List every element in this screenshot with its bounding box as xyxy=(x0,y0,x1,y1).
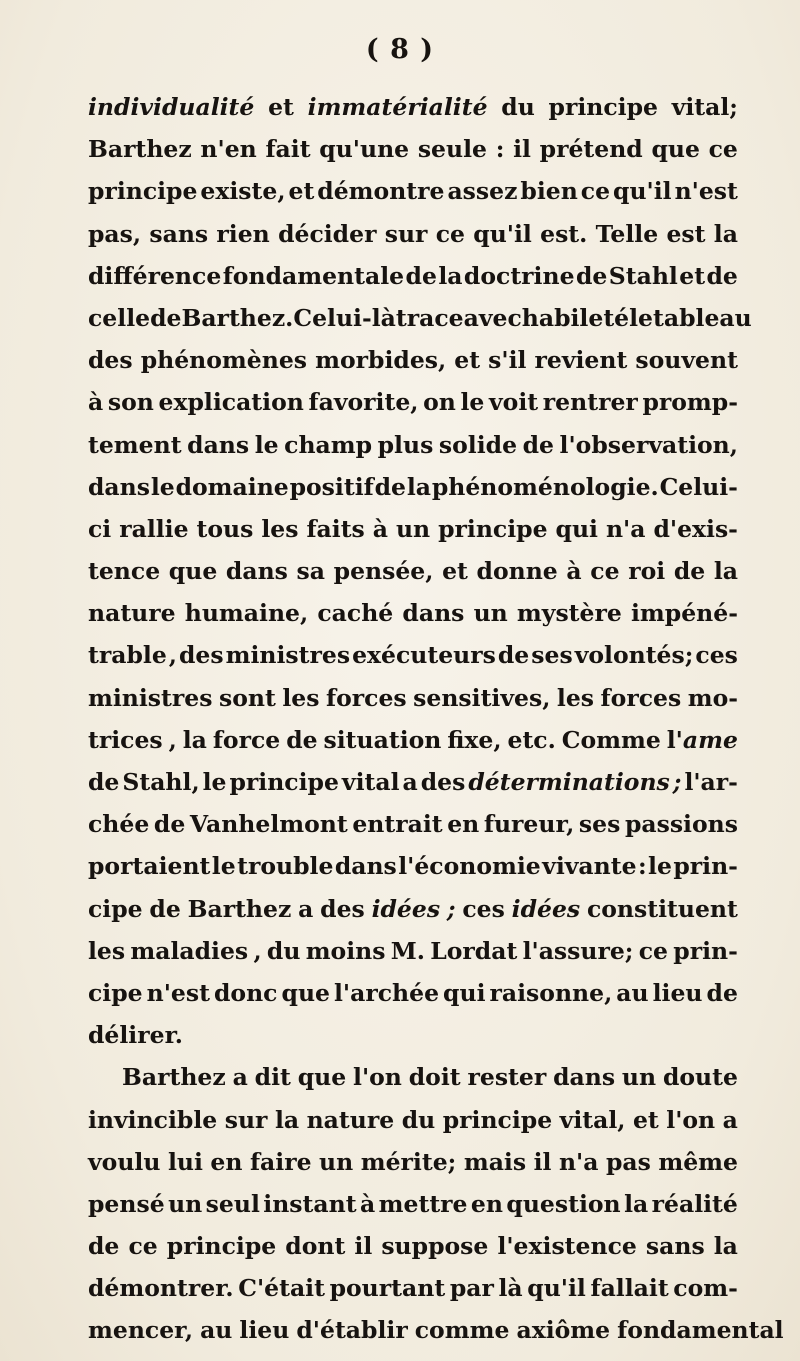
text-word: la xyxy=(406,472,431,501)
text-word: a xyxy=(298,894,314,923)
text-word: et xyxy=(632,1105,659,1134)
text-word: com- xyxy=(673,1274,738,1303)
text-word: prin- xyxy=(673,936,738,965)
text-word: phénomènes xyxy=(140,346,308,375)
text-word: la xyxy=(713,1232,738,1261)
text-word: M. xyxy=(390,936,425,965)
text-word: dit xyxy=(254,1063,291,1092)
text-word: phénoménologie. xyxy=(431,472,659,501)
text-line xyxy=(88,930,738,972)
text-word: ce xyxy=(708,135,738,164)
text-word: ces xyxy=(695,641,738,670)
text-word: avec xyxy=(463,303,522,332)
text-word: donne xyxy=(476,557,558,586)
text-word: ; xyxy=(672,768,682,796)
page-text xyxy=(88,86,784,1352)
text-word: , xyxy=(168,725,177,754)
text-word: qu'il xyxy=(527,1274,586,1303)
text-word: cipe xyxy=(88,894,143,923)
text-word: principe xyxy=(548,93,658,121)
text-word: immatérialité xyxy=(307,93,488,121)
text-word: maladies xyxy=(130,936,249,965)
text-word: ce xyxy=(128,1232,158,1261)
text-word: principe xyxy=(229,768,339,796)
text-word: trace xyxy=(395,303,464,332)
text-word: de xyxy=(522,430,554,459)
text-word: pourtant xyxy=(329,1274,446,1303)
text-word: du xyxy=(266,936,301,965)
text-word: la xyxy=(713,557,738,586)
text-word: entrait xyxy=(352,810,443,839)
text-line xyxy=(88,213,738,255)
text-word: il xyxy=(533,1147,552,1176)
text-word: ce xyxy=(590,557,620,586)
text-word: n'en xyxy=(200,135,257,164)
text-word: voulu xyxy=(88,1147,161,1176)
text-word: Celui- xyxy=(659,472,738,501)
text-word: les xyxy=(261,514,299,543)
text-word: est xyxy=(666,219,706,248)
text-word: il xyxy=(354,1232,373,1261)
text-line xyxy=(88,550,738,592)
text-word: l'on xyxy=(666,1105,716,1134)
text-word: a xyxy=(402,768,418,796)
text-word: ci xyxy=(88,514,112,543)
text-word: de xyxy=(153,810,186,839)
text-word: portaient xyxy=(88,852,211,881)
text-word: n'a xyxy=(605,514,646,543)
text-word: démontre xyxy=(317,177,445,206)
text-word: et xyxy=(268,93,294,121)
text-word: un xyxy=(473,599,508,628)
text-word: l'existence xyxy=(497,1232,637,1261)
text-line xyxy=(88,466,738,508)
text-word: pas, xyxy=(88,219,142,248)
text-word: Stahl, xyxy=(122,768,200,796)
text-word: tableau xyxy=(653,303,752,332)
text-word: en xyxy=(447,810,480,839)
text-word: que xyxy=(297,1063,347,1092)
text-word: champ xyxy=(284,430,373,459)
text-word: fureur, xyxy=(483,810,575,839)
text-word: que xyxy=(168,557,218,586)
text-word: d'établir xyxy=(296,1316,408,1345)
text-word: des xyxy=(420,768,466,796)
text-word: de xyxy=(673,557,706,586)
text-line xyxy=(88,508,738,550)
text-word: même xyxy=(658,1147,738,1176)
text-word: ministres xyxy=(225,641,351,670)
text-word: comme xyxy=(414,1316,510,1345)
text-word: un xyxy=(621,1063,657,1092)
text-word: ; xyxy=(446,894,456,923)
text-word: mo- xyxy=(687,683,738,712)
text-word: , xyxy=(253,936,262,965)
text-word: l'ame xyxy=(666,725,738,754)
text-word: en xyxy=(210,1147,243,1176)
text-word: démontrer. xyxy=(88,1274,234,1303)
text-line xyxy=(88,972,738,1014)
text-word: doute xyxy=(662,1063,738,1092)
text-word: Vanhelmont xyxy=(189,810,348,839)
text-word: fait xyxy=(265,135,311,164)
text-word: principe xyxy=(88,177,198,206)
text-word: ce xyxy=(638,936,669,965)
text-word: que xyxy=(651,135,700,164)
text-line xyxy=(88,1141,738,1183)
text-word: faire xyxy=(249,1147,312,1176)
text-word: promp- xyxy=(642,388,738,417)
text-word: lieu xyxy=(239,1316,290,1345)
text-word: seule xyxy=(417,135,487,164)
text-word: : xyxy=(637,852,647,881)
text-word: la xyxy=(182,725,207,754)
text-word: celle xyxy=(88,303,151,332)
text-word: rallie xyxy=(119,514,189,543)
text-line xyxy=(88,1225,738,1267)
text-line xyxy=(88,128,738,170)
text-word: instant xyxy=(263,1189,357,1218)
text-word: bien xyxy=(520,177,578,206)
text-word: là xyxy=(498,1274,523,1303)
text-word: assez xyxy=(447,177,518,206)
text-word: mais xyxy=(463,1147,527,1176)
text-word: dans xyxy=(553,1063,616,1092)
text-word: Barthez xyxy=(187,894,292,923)
page-number: ( 8 ) xyxy=(365,34,435,65)
text-word: caché xyxy=(317,599,394,628)
text-word: humaine, xyxy=(184,599,309,628)
text-line xyxy=(88,888,738,930)
text-word: tement xyxy=(88,430,182,459)
text-word: existe, xyxy=(200,177,286,206)
text-word: forces xyxy=(600,683,682,712)
text-word: de xyxy=(575,261,608,290)
text-word: lieu xyxy=(652,978,703,1007)
text-word: de xyxy=(706,978,738,1007)
text-line xyxy=(88,1099,738,1141)
text-word: à xyxy=(566,557,582,586)
text-word: en xyxy=(470,1189,503,1218)
text-word: sensitives, xyxy=(413,683,551,712)
text-word: solide xyxy=(438,430,518,459)
text-line xyxy=(88,297,752,339)
text-word: rester xyxy=(467,1063,547,1092)
text-word: principe xyxy=(442,1105,553,1134)
text-line xyxy=(88,1309,784,1351)
text-word: situation xyxy=(323,725,442,754)
text-word: réalité xyxy=(651,1189,738,1218)
text-word: et xyxy=(442,557,468,586)
text-word: forces xyxy=(325,683,407,712)
text-word: différence xyxy=(88,261,222,290)
text-word: mystère xyxy=(516,599,622,628)
text-word: la xyxy=(438,261,463,290)
text-word: dans xyxy=(402,599,465,628)
text-word: et xyxy=(288,177,315,206)
text-word: revient xyxy=(534,346,628,375)
text-word: déterminations xyxy=(468,768,670,796)
text-word: exécuteurs xyxy=(352,641,496,670)
text-word: les xyxy=(282,683,320,712)
text-word: chée xyxy=(88,810,150,839)
text-word: de xyxy=(88,768,120,796)
text-word: et xyxy=(454,346,481,375)
text-word: Barthez. xyxy=(181,303,294,332)
text-word: individualité xyxy=(88,93,255,121)
text-word: tence xyxy=(88,557,161,586)
text-word: prin- xyxy=(673,852,738,881)
text-word: idées xyxy=(511,894,581,923)
text-word: d'exis- xyxy=(653,514,738,543)
text-line xyxy=(88,170,738,212)
text-word: trable xyxy=(88,641,167,670)
text-word: l'assure; xyxy=(522,936,634,965)
text-word: on xyxy=(423,388,456,417)
text-word: le xyxy=(460,388,485,417)
text-word: le xyxy=(211,852,236,881)
text-word: mencer, xyxy=(88,1316,194,1345)
text-word: idées xyxy=(371,894,441,923)
text-word: sur xyxy=(224,1105,268,1134)
text-word: par xyxy=(449,1274,494,1303)
text-word: le xyxy=(202,768,227,796)
text-line xyxy=(88,845,738,887)
text-word: voit xyxy=(489,388,539,417)
text-word: son xyxy=(107,388,154,417)
text-word: fallait xyxy=(590,1274,669,1303)
text-word: fixe, xyxy=(447,725,502,754)
text-word: vivante xyxy=(542,852,637,881)
text-word: de xyxy=(150,303,182,332)
text-word: qu'il xyxy=(613,177,672,206)
text-word: passions xyxy=(624,810,738,839)
text-word: roi xyxy=(628,557,666,586)
text-word: lui xyxy=(167,1147,203,1176)
text-word: rentrer xyxy=(542,388,638,417)
text-word: Celui-là xyxy=(293,303,396,332)
text-word: Comme xyxy=(561,725,661,754)
text-word: doit xyxy=(408,1063,461,1092)
text-line xyxy=(88,86,738,128)
text-word: ce xyxy=(435,219,465,248)
text-line xyxy=(88,803,738,845)
text-word: pensée, xyxy=(333,557,434,586)
text-word: moins xyxy=(305,936,386,965)
text-word: que xyxy=(281,978,330,1007)
text-word: des xyxy=(178,641,224,670)
text-word: principe xyxy=(166,1232,277,1261)
text-word: des xyxy=(320,894,365,923)
text-word: seul xyxy=(205,1189,260,1218)
text-word: du xyxy=(401,1105,436,1134)
text-word: impéné- xyxy=(630,599,738,628)
text-word: axiôme xyxy=(516,1316,611,1345)
text-word: Stahl xyxy=(608,261,678,290)
text-word: morbides, xyxy=(315,346,447,375)
text-word: plus xyxy=(377,430,434,459)
text-line xyxy=(88,592,738,634)
text-word: ce xyxy=(580,177,611,206)
text-word: dans xyxy=(334,852,397,881)
text-word: sans xyxy=(149,219,209,248)
text-word: est. xyxy=(540,219,588,248)
text-word: dans xyxy=(225,557,288,586)
text-word: l'observation, xyxy=(559,430,738,459)
text-word: Telle xyxy=(595,219,659,248)
text-word: et xyxy=(679,261,706,290)
text-word: sans xyxy=(645,1232,705,1261)
text-word: suppose xyxy=(381,1232,489,1261)
text-word: pas xyxy=(605,1147,651,1176)
text-word: principe xyxy=(438,514,548,543)
text-word: l'économie xyxy=(398,852,541,881)
text-word: un xyxy=(319,1147,354,1176)
text-word: dans xyxy=(187,430,250,459)
text-word: force xyxy=(212,725,281,754)
text-word: dont xyxy=(285,1232,346,1261)
text-word: doctrine xyxy=(463,261,575,290)
text-word: s'il xyxy=(488,346,527,375)
text-word: le xyxy=(648,852,672,881)
text-word: constituent xyxy=(586,894,738,923)
text-word: pensé xyxy=(88,1189,165,1218)
text-word: positif xyxy=(289,472,374,501)
text-word: cipe xyxy=(88,978,143,1007)
text-word: vital, xyxy=(559,1105,626,1134)
text-word: de xyxy=(706,261,738,290)
text-word: Barthez xyxy=(88,135,192,164)
text-word: un xyxy=(168,1189,203,1218)
text-word: le xyxy=(629,303,654,332)
text-word: sont xyxy=(218,683,276,712)
text-word: le xyxy=(254,430,279,459)
text-word: mérite; xyxy=(360,1147,457,1176)
text-word: nature xyxy=(88,599,176,628)
text-line xyxy=(88,677,738,719)
text-word: prétend xyxy=(539,135,643,164)
text-line xyxy=(88,381,738,423)
text-word: de xyxy=(497,641,530,670)
text-word: qui xyxy=(555,514,598,543)
text-word: ses xyxy=(578,810,621,839)
text-word: invincible xyxy=(88,1105,218,1134)
text-line xyxy=(88,761,738,803)
text-word: de xyxy=(149,894,181,923)
text-word: favorite, xyxy=(308,388,419,417)
text-word: a xyxy=(722,1105,738,1134)
text-word: volontés; xyxy=(574,641,694,670)
text-word: un xyxy=(395,514,431,543)
text-word: fondamental xyxy=(617,1316,784,1345)
text-line xyxy=(88,1267,738,1309)
text-word: donc xyxy=(213,978,278,1007)
text-word: explication xyxy=(158,388,304,417)
text-word: nature xyxy=(306,1105,395,1134)
text-line xyxy=(88,339,738,381)
text-word: la xyxy=(713,219,738,248)
text-word: domaine xyxy=(175,472,289,501)
text-word: : xyxy=(495,135,505,164)
text-word: trices xyxy=(88,725,163,754)
text-word: ses xyxy=(531,641,573,670)
text-word: à xyxy=(88,388,104,417)
text-word: les xyxy=(88,936,126,965)
text-word: la xyxy=(624,1189,649,1218)
text-word: souvent xyxy=(635,346,738,375)
text-word: le xyxy=(150,472,175,501)
text-word: l'ar- xyxy=(684,768,738,796)
text-word: Barthez xyxy=(122,1063,226,1092)
text-word: vital; xyxy=(671,93,738,121)
text-word: qui xyxy=(443,978,486,1007)
text-word: des xyxy=(88,346,133,375)
text-line xyxy=(88,719,738,761)
text-word: au xyxy=(200,1316,233,1345)
text-word: ministres xyxy=(88,683,213,712)
text-word: au xyxy=(616,978,649,1007)
text-word: du xyxy=(501,93,535,121)
text-word: il xyxy=(513,135,531,164)
text-word: l'on xyxy=(353,1063,402,1092)
text-word: tous xyxy=(196,514,254,543)
text-word: n'est xyxy=(674,177,738,206)
text-word: les xyxy=(556,683,595,712)
text-word: faits xyxy=(306,514,365,543)
text-word: etc. xyxy=(507,725,556,754)
text-word: vital xyxy=(341,768,400,796)
text-word: délirer. xyxy=(88,1021,183,1050)
text-word: ces xyxy=(462,894,505,923)
text-line xyxy=(88,1056,738,1098)
text-word: dans xyxy=(88,472,150,501)
text-line xyxy=(88,424,738,466)
text-word: , xyxy=(168,641,177,670)
text-word: à xyxy=(359,1189,376,1218)
text-word: de xyxy=(405,261,437,290)
text-word: Lordat xyxy=(430,936,518,965)
text-word: question xyxy=(506,1189,621,1218)
text-word: de xyxy=(374,472,406,501)
text-word: qu'une xyxy=(319,135,410,164)
text-word: l'archée xyxy=(334,978,440,1007)
text-word: fondamentale xyxy=(222,261,405,290)
text-word: mettre xyxy=(378,1189,468,1218)
text-line xyxy=(88,634,738,676)
text-word: de xyxy=(88,1232,120,1261)
text-word: trouble xyxy=(237,852,334,881)
text-word: de xyxy=(286,725,318,754)
text-word: n'est xyxy=(146,978,210,1007)
text-word: raisonne, xyxy=(489,978,613,1007)
text-word: décider xyxy=(278,219,377,248)
text-line xyxy=(88,1014,738,1056)
text-word: C'était xyxy=(238,1274,325,1303)
text-line xyxy=(88,255,738,297)
text-word: sa xyxy=(296,557,325,586)
text-word: à xyxy=(372,514,388,543)
text-word: rien xyxy=(216,219,270,248)
text-word: qu'il xyxy=(473,219,532,248)
text-line xyxy=(88,1183,738,1225)
text-word: a xyxy=(232,1063,248,1092)
text-word: habileté xyxy=(521,303,630,332)
text-word: la xyxy=(274,1105,300,1134)
text-word: n'a xyxy=(558,1147,599,1176)
text-word: sur xyxy=(384,219,428,248)
